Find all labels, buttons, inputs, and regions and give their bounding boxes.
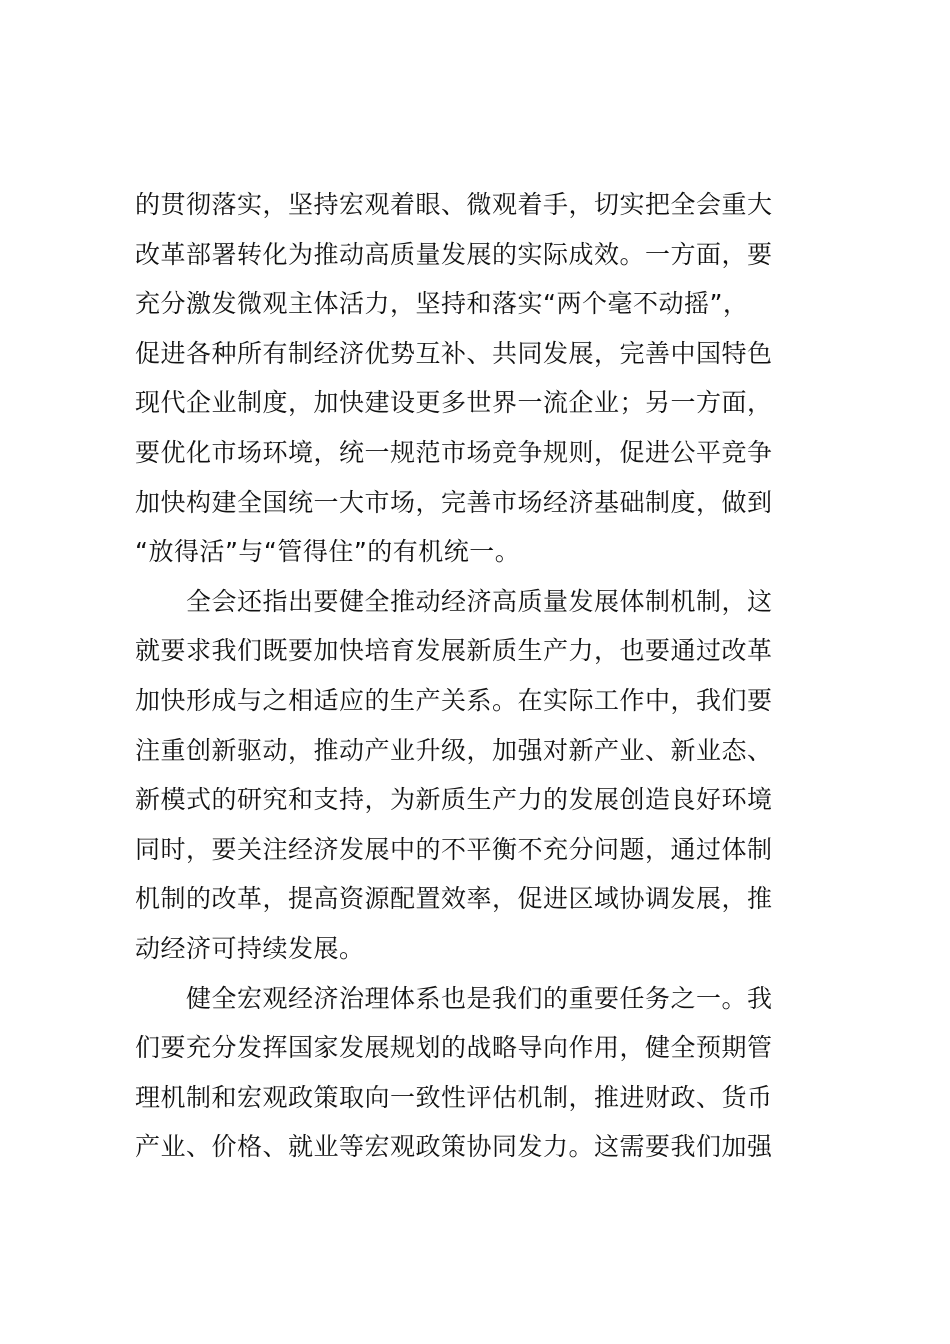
text-line: 加快形成与之相适应的生产关系。在实际工作中，我们要: [135, 685, 773, 715]
text-line: 促进各种所有制经济优势互补、共同发展，完善中国特色: [135, 338, 773, 368]
text-line: 的贯彻落实，坚持宏观着眼、微观着手，切实把全会重大: [135, 190, 773, 219]
paragraph-3: [135, 974, 835, 1172]
text-line: 们要充分发挥国家发展规划的战略导向作用，健全预期管: [135, 1033, 773, 1063]
text-line: 新模式的研究和支持，为新质生产力的发展创造良好环境: [135, 785, 773, 815]
text-line: 机制的改革，提高资源配置效率，促进区域协调发展，推: [135, 884, 773, 914]
paragraph-1: [135, 180, 835, 577]
text-line: 现代企业制度，加快建设更多世界一流企业；另一方面，: [135, 388, 773, 418]
text-line: 产业、价格、就业等宏观政策协同发力。这需要我们加强: [135, 1132, 773, 1162]
text-line: 注重创新驱动，推动产业升级，加强对新产业、新业态、: [135, 735, 773, 765]
text-line: 健全宏观经济治理体系也是我们的重要任务之一。我: [135, 983, 773, 1013]
text-line: 同时，要关注经济发展中的不平衡不充分问题，通过体制: [135, 834, 773, 864]
paragraph-2: [135, 577, 835, 974]
text-line: 充分激发微观主体活力，坚持和落实“两个毫不动摇”，: [135, 289, 749, 319]
document-body: [135, 180, 835, 1172]
text-line: 改革部署转化为推动高质量发展的实际成效。一方面，要: [135, 239, 773, 269]
text-line: 全会还指出要健全推动经济高质量发展体制机制，这: [135, 586, 773, 616]
text-line: 加快构建全国统一大市场，完善市场经济基础制度，做到: [135, 487, 773, 517]
text-line: “放得活”与“管得住”的有机统一。: [135, 537, 521, 567]
text-line: 就要求我们既要加快培育发展新质生产力，也要通过改革: [135, 636, 773, 666]
text-line: 动经济可持续发展。: [135, 933, 365, 963]
text-line: 理机制和宏观政策取向一致性评估机制，推进财政、货币: [135, 1082, 773, 1112]
text-line: 要优化市场环境，统一规范市场竞争规则，促进公平竞争: [135, 437, 773, 467]
